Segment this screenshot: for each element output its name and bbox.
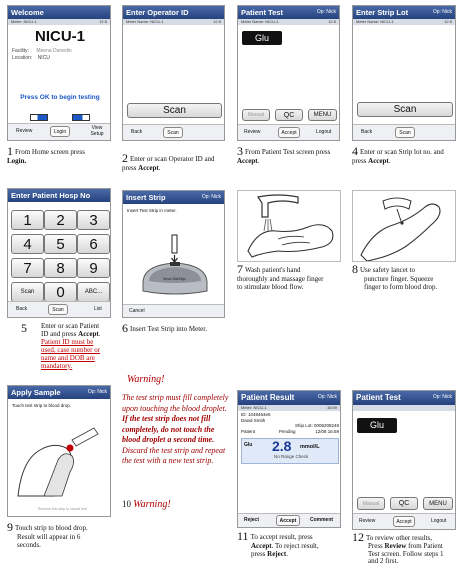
instruction-text: Touch test strip to blood drop.: [12, 403, 72, 408]
caption-bold: Accept: [138, 164, 159, 172]
result-date: 12/08 16:59: [315, 428, 339, 434]
review-button[interactable]: Review: [16, 128, 33, 134]
clock: 12:5: [444, 19, 452, 24]
step-number: 2: [122, 151, 128, 165]
pending-status: Pending: [279, 428, 296, 434]
patient-id: ID: 1048464e6: [241, 412, 271, 417]
reject-button[interactable]: Reject: [244, 517, 260, 523]
caption-text: thoroughly and massage finger: [237, 275, 324, 283]
caption-bold: Accept: [78, 330, 99, 338]
warning-text: The test strip must fill completely upon touching the blood droplet.: [122, 393, 229, 413]
caption-text: Insert Test Strip into Meter.: [130, 325, 207, 333]
back-button[interactable]: Back: [131, 129, 143, 135]
qc-button[interactable]: QC: [275, 109, 303, 121]
qc-button[interactable]: QC: [390, 497, 418, 510]
bottom-bar: [353, 513, 455, 529]
key-1[interactable]: 1: [11, 210, 44, 230]
accept-button[interactable]: Accept: [278, 127, 300, 138]
key-6[interactable]: 6: [77, 234, 110, 254]
login-button[interactable]: Login: [50, 126, 70, 137]
warning-text-bold: If the test strip does not fill completely, do not touch the blood droplet a second time.: [122, 414, 215, 444]
step-number: 9: [7, 520, 13, 534]
screen-title: Enter Strip Lot: [356, 8, 409, 17]
back-button[interactable]: Back: [16, 306, 28, 312]
caption-bold: Accept: [368, 157, 389, 165]
warning-body: [122, 393, 234, 467]
accept-button[interactable]: Accept: [276, 515, 300, 526]
title-bar: [8, 189, 110, 202]
result-value: 2.8: [272, 438, 292, 454]
caption-text: From Home screen press: [15, 148, 85, 156]
caption-text: press: [251, 550, 268, 558]
clock: 12:5: [213, 19, 221, 24]
screen-title: Welcome: [11, 8, 44, 17]
meter-illustration: [137, 229, 213, 297]
lancet-illustration: [353, 191, 456, 262]
caption-step-12: [352, 531, 466, 566]
screen-title: Apply Sample: [11, 388, 61, 397]
step-number: 12: [352, 530, 364, 544]
screen-patient-test: [237, 5, 340, 141]
scan-button[interactable]: Scan: [163, 127, 183, 138]
step-number: 3: [237, 144, 243, 158]
manual-button[interactable]: Manual: [357, 497, 385, 510]
strip-lot-label: Ship Lot:: [294, 423, 313, 428]
result-unit: mmol/L: [300, 444, 320, 450]
result-box: [241, 438, 339, 464]
caption-text: .: [98, 330, 101, 338]
facility-value: Meena Dunedin: [36, 48, 72, 54]
step-number: 4: [352, 144, 358, 158]
caption-text: To review other results,: [366, 534, 432, 542]
screen-enter-strip-lot: [352, 5, 456, 141]
step-number: 5: [21, 321, 27, 335]
caption-text: press: [122, 164, 139, 172]
caption-text: finger to form blood drop.: [364, 283, 438, 291]
location-value: NICU: [37, 55, 50, 61]
accept-button[interactable]: Accept: [393, 516, 415, 527]
title-bar: [353, 6, 455, 19]
caption-text: .: [257, 157, 260, 165]
step-number: 7: [237, 262, 243, 276]
meter-name: Meter Name: NICU-1: [241, 19, 279, 24]
screen-title: Patient Test: [356, 393, 401, 402]
title-bar: [238, 391, 340, 405]
caption-step-1: [7, 145, 115, 165]
key-2[interactable]: 2: [44, 210, 77, 230]
caption-step-4: [352, 145, 464, 165]
warning-text: Discard the test strip and repeat the test with a new test strip.: [122, 445, 226, 465]
caption-text: .: [388, 157, 391, 165]
caption-text: Result will appear in 6: [17, 533, 81, 541]
caption-step-11: [237, 530, 349, 558]
operator-name: Op: Nick: [432, 394, 452, 400]
patient-name: David Smith: [241, 417, 266, 423]
menu-button[interactable]: MENU: [308, 109, 337, 121]
caption-text: puncture finger. Squeeze: [364, 275, 434, 283]
patient-info: [241, 412, 339, 434]
lancet-photo: [352, 190, 456, 262]
mandatory-note: used, case number or: [41, 346, 101, 354]
bottom-bar: [353, 124, 455, 140]
patient-label: Patient: [241, 428, 256, 434]
caption-text: Wash patient's hand: [245, 266, 301, 274]
meter-name: Meter: NICU-1: [11, 19, 37, 24]
caption-step-9: [7, 521, 119, 549]
mandatory-note: mandatory.: [41, 362, 73, 370]
facility-label: Facility:: [12, 48, 29, 54]
caption-text: ID and press: [41, 330, 79, 338]
status-bar: [238, 19, 339, 25]
step-number: 1: [7, 144, 13, 158]
mandatory-note: Patient ID must be: [41, 338, 94, 346]
status-bar: [353, 405, 455, 411]
bottom-bar: [123, 124, 224, 140]
key-5[interactable]: 5: [44, 234, 77, 254]
scan-button[interactable]: Scan: [395, 127, 415, 138]
key-abc[interactable]: ABC...: [77, 282, 110, 302]
bottom-bar: [238, 124, 339, 140]
scan-field[interactable]: Scan: [357, 102, 453, 117]
instruction-text: Insert Test Strip in meter.: [127, 208, 177, 213]
meter-brand: Nova StatStrip: [163, 277, 186, 281]
caption-text: seconds.: [17, 541, 41, 549]
caption-bold: Reject: [267, 550, 287, 558]
range-note: No Range Check: [274, 454, 309, 459]
review-button[interactable]: Review: [359, 518, 376, 524]
screen-insert-strip: [122, 190, 225, 318]
title-bar: [123, 191, 224, 204]
operator-name: Op: Nick: [87, 389, 107, 395]
caption-text: Enter or scan Patient: [41, 322, 100, 330]
caption-text: Enter or scan Operator ID and: [130, 155, 215, 163]
caption-text: .: [286, 550, 288, 558]
title-bar: [8, 386, 110, 399]
strip-lot-value: 0006208249: [313, 423, 339, 428]
clock: 12:5: [99, 19, 107, 24]
caption-text: To accept result, press: [250, 533, 313, 541]
bottom-bar: [123, 304, 224, 317]
caption-text: and 2 first.: [368, 557, 399, 566]
operator-name: Op: Nick: [201, 194, 221, 200]
view-setup-button[interactable]: View Setup: [90, 125, 104, 137]
bottom-bar: [8, 301, 110, 317]
screen-title: Enter Operator ID: [126, 8, 189, 17]
review-button[interactable]: Review: [244, 129, 261, 135]
meter-name: Meter: NICU-1: [241, 405, 267, 410]
strip-icon-right: [72, 114, 90, 121]
screen-title: Patient Test: [241, 8, 283, 17]
caption-bold: Accept: [237, 157, 258, 165]
meter-name: Meter Name: NICU-1: [356, 19, 394, 24]
glu-test-button[interactable]: Glu: [242, 31, 282, 45]
manual-button[interactable]: Manual: [242, 109, 270, 121]
logout-button[interactable]: Logout: [431, 518, 447, 524]
operator-name: Op: Nick: [432, 9, 452, 15]
meter-name: Meter Name: NICU-1: [126, 19, 164, 24]
screen-enter-patient-hosp-no: [7, 188, 111, 318]
caption-text: from Patient: [406, 542, 443, 550]
operator-name: Op: Nick: [316, 9, 336, 15]
caption-bold: Accept: [251, 542, 272, 550]
logout-button[interactable]: Logout: [316, 129, 332, 135]
back-button[interactable]: Back: [361, 129, 373, 135]
status-bar: [238, 405, 340, 411]
step-number: 6: [122, 321, 128, 335]
caption-text: Test screen. Follow steps 1: [368, 549, 444, 558]
key-7[interactable]: 7: [11, 258, 44, 278]
caption-step-5: [7, 322, 119, 370]
mandatory-note: name and DOB are: [41, 354, 95, 362]
glu-test-button[interactable]: Glu: [357, 418, 397, 433]
location-label: Location:: [12, 55, 33, 61]
caption-bold: Review: [384, 542, 407, 550]
comment-button[interactable]: Comment: [310, 517, 334, 523]
strip-icon-left: [30, 114, 48, 121]
caption-step-7: [237, 263, 351, 291]
status-bar: [123, 19, 224, 25]
warning-heading: Warning!: [127, 374, 165, 385]
warning-footer: Warning!: [133, 499, 171, 510]
caption-text: .: [158, 164, 161, 172]
glu-label: Glu: [244, 442, 253, 448]
clock: 16:59: [326, 405, 337, 410]
caption-text: to stimulate blood flow.: [237, 283, 304, 291]
caption-text: Touch strip to blood drop.: [15, 524, 88, 532]
key-0[interactable]: 0: [44, 282, 77, 302]
screen-enter-operator-id: [122, 5, 225, 141]
menu-button[interactable]: MENU: [423, 497, 453, 510]
bottom-bar: [238, 513, 340, 527]
screen-title: Patient Result: [241, 393, 295, 402]
title-bar: [8, 6, 110, 19]
caption-step-3: [237, 145, 349, 165]
screen-patient-test-review: [352, 390, 456, 530]
hand-wash-photo: [237, 190, 341, 262]
scan-field[interactable]: Scan: [127, 103, 222, 118]
apply-sample-illustration: [14, 420, 106, 500]
screen-apply-sample: [7, 385, 111, 517]
unit-name: NICU-1: [34, 28, 85, 45]
status-bar: [353, 19, 455, 25]
scan-button[interactable]: Scan: [48, 304, 68, 315]
screen-title: Enter Patient Hosp No: [11, 191, 91, 200]
caption-text: From Patient Test screen press: [245, 148, 331, 156]
step-number: 11: [237, 529, 249, 543]
caption-text: . To reject result,: [271, 542, 319, 550]
caption-text: Enter or scan Strip lot no. and: [360, 148, 444, 156]
caption-bold: Login.: [7, 157, 27, 165]
caption-text: press: [352, 157, 369, 165]
title-bar: [353, 391, 455, 405]
screen-title: Insert Strip: [126, 193, 166, 202]
caption-text: Use safety lancet to: [360, 266, 416, 274]
key-8[interactable]: 8: [44, 258, 77, 278]
key-4[interactable]: 4: [11, 234, 44, 254]
cancel-button[interactable]: Cancel: [129, 308, 145, 314]
title-bar: [123, 6, 224, 19]
caption-step-6: [122, 322, 234, 334]
key-scan[interactable]: Scan: [11, 282, 44, 302]
screen-patient-result: [237, 390, 341, 528]
status-bar: [8, 19, 110, 25]
clock: 12:5: [328, 19, 336, 24]
caption-text: Press: [368, 542, 385, 550]
bottom-bar: [8, 123, 110, 140]
caption-step-10: [122, 499, 171, 510]
title-bar: [238, 6, 339, 19]
caption-step-2: [122, 152, 232, 172]
key-3[interactable]: 3: [77, 210, 110, 230]
hand-wash-illustration: [238, 191, 341, 262]
screen-welcome: [7, 5, 111, 141]
begin-prompt: Press OK to begin testing: [20, 94, 100, 101]
cancel-hint: Remove test strip to cancel test: [38, 507, 87, 511]
list-button[interactable]: List: [94, 306, 102, 312]
step-number: 10: [122, 499, 131, 509]
key-9[interactable]: 9: [77, 258, 110, 278]
facility-block: [12, 48, 72, 62]
step-number: 8: [352, 262, 358, 276]
caption-step-8: [352, 263, 466, 291]
operator-name: Op: Nick: [317, 394, 337, 400]
